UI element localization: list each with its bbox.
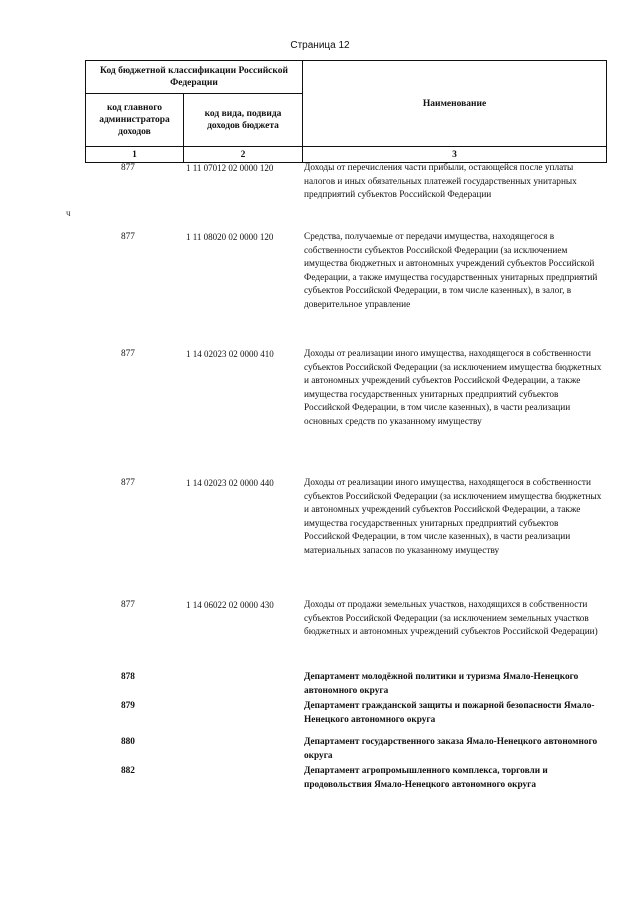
income-code: 1 14 02023 02 0000 410	[186, 349, 274, 359]
income-name: Доходы от продажи земельных участков, находящихся в собственности субъектов Российской Федерации (за исключением земельных участков бюджетных и автономных учреждений субъектов Российской Федерации)	[304, 600, 598, 638]
admin-code: 879	[121, 701, 135, 711]
admin-code: 877	[121, 163, 135, 173]
header-admin-code: код главного администратора доходов	[85, 93, 184, 147]
admin-code: 877	[121, 232, 135, 242]
income-code: 1 14 02023 02 0000 440	[186, 478, 274, 488]
income-code: 1 14 06022 02 0000 430	[186, 600, 274, 610]
income-name: Доходы от реализации иного имущества, находящегося в собственности субъектов Российской Федерации (за исключением имущества бюджетных и автономных учреждений субъектов Российской Федерации, а также имущества государственных унитарных предприятий субъектов Российской Федерации, в том числе казенных), в части реализации основных средств по указанному имуществу	[304, 349, 602, 427]
income-name: Доходы от реализации иного имущества, находящегося в собственности субъектов Российской Федерации (за исключением имущества бюджетных и автономных учреждений субъектов Российской Федерации, а также имущества государственных унитарных предприятий субъектов Российской Федерации, в том числе казенных), в части реализации материальных запасов по указанному имуществу	[304, 478, 602, 556]
header-name: Наименование	[302, 60, 607, 147]
income-code: 1 11 08020 02 0000 120	[186, 232, 274, 242]
admin-code: 878	[121, 672, 135, 682]
header-col-number-1: 1	[85, 146, 184, 163]
income-code: 1 11 07012 02 0000 120	[186, 163, 274, 173]
admin-code: 880	[121, 737, 135, 747]
scan-mark: ч	[66, 208, 71, 218]
department-name: Департамент молодёжной политики и туризма Ямало-Ненецкого автономного округа	[304, 672, 579, 696]
department-name: Департамент государственного заказа Ямало-Ненецкого автономного округа	[304, 737, 598, 761]
department-name: Департамент агропромышленного комплекса, торговли и продовольствия Ямало-Ненецкого автономного округа	[304, 766, 548, 790]
income-name: Средства, получаемые от передачи имущества, находящегося в собственности субъектов Российской Федерации (за исключением имущества бюджетных и автономных учреждений субъектов Российской Федерации, а также имущества государственных унитарных предприятий субъектов Российской Федерации, в том числе казенных), в залог, в доверительное управление	[304, 232, 598, 310]
department-name: Департамент гражданской защиты и пожарной безопасности Ямало-Ненецкого автономного округа	[304, 701, 595, 725]
income-name: Доходы от перечисления части прибыли, остающейся после уплаты налогов и иных обязательных платежей государственных унитарных предприятий субъектов Российской Федерации	[304, 163, 577, 201]
page-number-header: Страница 12	[290, 40, 350, 51]
header-income-code: код вида, подвида доходов бюджета	[183, 93, 303, 147]
table-header	[85, 60, 607, 163]
admin-code: 882	[121, 766, 135, 776]
admin-code: 877	[121, 478, 135, 488]
header-col-number-2: 2	[183, 146, 303, 163]
admin-code: 877	[121, 600, 135, 610]
header-budget-classification: Код бюджетной классификации Российской Федерации	[85, 60, 303, 94]
header-col-number-3: 3	[302, 146, 607, 163]
admin-code: 877	[121, 349, 135, 359]
